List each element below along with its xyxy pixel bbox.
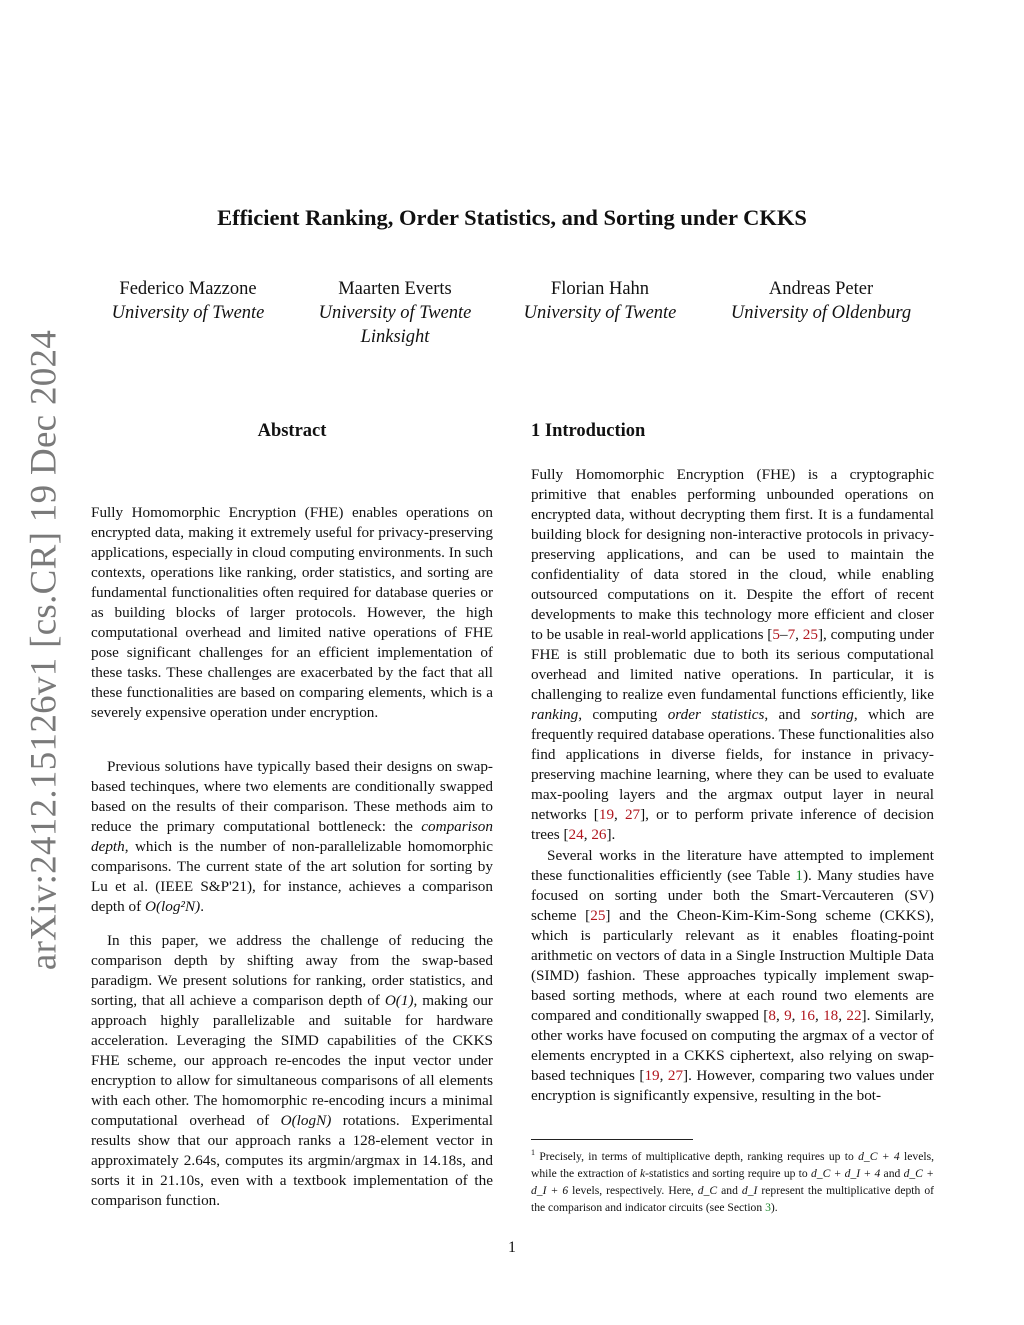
footnote-divider <box>531 1139 693 1140</box>
abstract-heading: Abstract <box>257 421 327 441</box>
emphasis-term: ranking <box>531 706 579 723</box>
citation-link[interactable]: 24 <box>568 826 584 843</box>
section-heading-introduction: 1 Introduction <box>531 421 646 441</box>
math-expression: d_C + 4 <box>858 1149 900 1163</box>
author-name: Andreas Peter <box>768 279 874 299</box>
citation-link[interactable]: 5 <box>772 626 780 643</box>
math-expression: d_I <box>741 1183 758 1197</box>
math-expression: d_C + d_I + 4 <box>810 1166 881 1180</box>
author-name: Florian Hahn <box>550 279 650 299</box>
citation-link[interactable]: 9 <box>784 1007 792 1024</box>
table-reference-link[interactable]: 1 <box>795 867 803 884</box>
author-name: Federico Mazzone <box>119 279 257 299</box>
emphasis-term: comparison depth <box>91 818 493 855</box>
math-expression: O(log²N) <box>145 898 201 915</box>
abstract-paragraph-1: Fully Homomorphic Encryption (FHE) enables operations on encrypted data, making it extremely useful for privacy-preserving applications, especially in cloud computing environments. In such contexts, operations like ranking, order statistics, and sorting are fundamental functionalities often required for database queries or as building blocks of larger protocols. However, the high computational overhead and limited native operations of FHE pose significant challenges for an efficient implementation of these tasks. These challenges are exacerbated by the fact that all these functionalities are based on comparing elements, which is a severely expensive operation under encryption. <box>91 504 493 721</box>
math-expression: k <box>640 1166 646 1180</box>
author-2 <box>275 277 515 349</box>
citation-link[interactable]: 19 <box>598 806 615 823</box>
footnote: $^1$ Precisely, in terms of multiplicative depth, ranking requires up to d_C + 4 levels, while the extraction of k-statistics and sorting require up to d_C + d_I + 4 and d_C + d_I + 6 levels, respectively. Here, d_C and d_I represent the multiplicative depth of the comparison and indicator circuits (see Section 3). <box>531 1148 934 1214</box>
page-number: 1 <box>508 1239 516 1256</box>
citation-link[interactable]: 16 <box>799 1007 815 1024</box>
citation-link[interactable]: 19 <box>644 1067 660 1084</box>
emphasis-term: sorting <box>810 706 854 723</box>
citation-link[interactable]: 18 <box>823 1007 839 1024</box>
math-expression: O(logN) <box>280 1112 332 1129</box>
author-name: Maarten Everts <box>338 279 452 299</box>
author-affiliation: University of Twente <box>111 303 265 323</box>
footnote-mark: 1 <box>531 1148 535 1157</box>
author-4 <box>701 277 941 325</box>
author-affiliation-secondary: Linksight <box>360 327 430 347</box>
citation-link[interactable]: 26 <box>591 826 607 843</box>
citation-link[interactable]: 25 <box>802 626 818 643</box>
citation-link[interactable]: 8 <box>768 1007 776 1024</box>
arxiv-identifier: arXiv:2412.15126v1 [cs.CR] 19 Dec 2024 <box>23 329 65 971</box>
math-expression: O(1) <box>384 992 414 1009</box>
math-expression: d_C + d_I + 6 <box>531 1166 934 1197</box>
author-affiliation: University of Twente <box>523 303 677 323</box>
intro-paragraph-2: Several works in the literature have attempted to implement these functionalities efficiently (see Table 1). Many studies have focused on sorting under both the Smart-Vercauteren (SV) scheme [25] and the Cheon-Kim-Kim-Song scheme (CKKS), which is particularly relevant as it enables floating-point arithmetic on vectors of data in a Single Instruction Multiple Data (SIMD) fashion. These approaches typically implement swap-based sorting methods, where at each round two elements are compared and conditionally swapped [8, 9, 16, 18, 22]. Similarly, other works have focused on computing the argmax of a vector of elements encrypted in a CKKS ciphertext, also relying on swap-based techniques [19, 27]. However, comparing two values under encryption is significantly expensive, resulting in the bot- <box>531 847 935 1104</box>
author-1 <box>68 277 308 325</box>
citation-link[interactable]: 27 <box>667 1067 684 1084</box>
emphasis-term: order statistics <box>667 706 765 723</box>
citation-link[interactable]: 7 <box>787 626 796 643</box>
citation-link[interactable]: 22 <box>846 1007 862 1024</box>
section-reference-link[interactable]: 3 <box>765 1200 771 1214</box>
math-expression: d_C <box>697 1183 718 1197</box>
citation-link[interactable]: 25 <box>590 907 606 924</box>
author-3 <box>480 277 720 325</box>
author-affiliation: University of Twente <box>318 303 472 323</box>
intro-paragraph-1: Fully Homomorphic Encryption (FHE) is a cryptographic primitive that enables performing unbounded operations on encrypted data, without decrypting them first. It is a fundamental building block for designing non-interactive protocols in privacy-preserving applications, and can be used to maintain the confidentiality of data stored in the cloud, while enabling outsourced computations on it. Despite the effort of recent developments to make this technology more efficient and closer to be usable in real-world applications [5–7, 25], computing under FHE is still problematic due to both its serious computational overhead and limited native operations. In particular, it is challenging to realize even fundamental functions efficiently, like ranking, computing order statistics, and sorting, which are frequently required database operations. These functionalities also find applications in diverse fields, for instance in privacy-preserving machine learning, where they can be used to evaluate max-pooling layers and the argmax output layer in neural networks [19, 27], or to perform private inference of decision trees [24, 26]. <box>531 466 935 843</box>
citation-link[interactable]: 27 <box>624 806 641 823</box>
abstract-paragraph-2: Previous solutions have typically based their designs on swap-based techinques, where two elements are conditionally swapped based on the results of their comparison. These methods aim to reduce the primary computational bottleneck: the comparison depth, which is the number of non-parallelizable homomorphic comparisons. The current state of the art solution for sorting by Lu et al. (IEEE S&P'21), for instance, achieves a comparison depth of O(log²N). <box>91 758 493 915</box>
abstract-paragraph-3: In this paper, we address the challenge of reducing the comparison depth by shifting away from the swap-based paradigm. We present solutions for ranking, order statistics, and sorting, that all achieve a comparison depth of O(1), making our approach highly parallelizable and suitable for hardware acceleration. Leveraging the SIMD capabilities of the CKKS FHE scheme, our approach re-encodes the input vector under encryption to allow for simultaneous comparisons of all elements with each other. The homomorphic re-encoding incurs a minimal computational overhead of O(logN) rotations. Experimental results show that our approach ranks a 128-element vector in approximately 2.64s, computes its argmin/argmax in 14.18s, and sorts it in 21.10s, even with a textbook implementation of the comparison function. <box>91 932 493 1209</box>
author-affiliation: University of Oldenburg <box>730 303 912 323</box>
paper-title: Efficient Ranking, Order Statistics, and Sorting under CKKS <box>217 205 807 230</box>
